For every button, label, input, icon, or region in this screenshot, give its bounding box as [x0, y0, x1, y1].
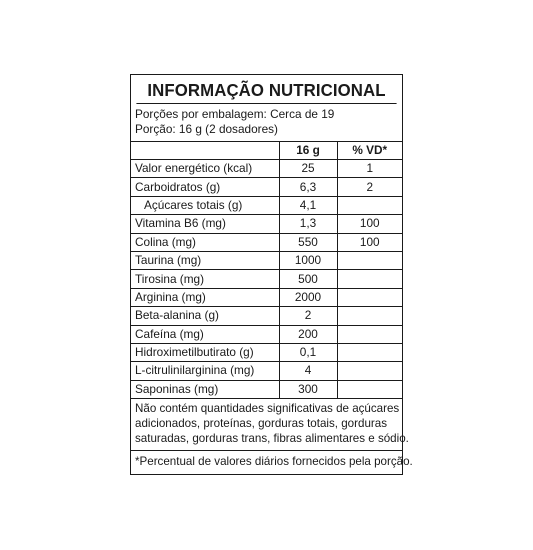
nutrient-vd: 100 [337, 215, 402, 233]
nutrient-vd [337, 362, 402, 380]
vd-note: *Percentual de valores diários fornecidos pela porção. [135, 455, 413, 469]
table-row [131, 215, 402, 233]
nutrient-name: Colina (mg) [131, 233, 279, 251]
table-row [131, 178, 402, 196]
nutrient-name: Açúcares totais (g) [131, 196, 279, 214]
nutrition-facts-label [130, 74, 413, 475]
nutrient-vd [337, 380, 402, 398]
nutrient-qty: 500 [279, 270, 337, 288]
nutrient-qty: 1,3 [279, 215, 337, 233]
table-row [131, 288, 402, 306]
nutrient-qty: 2000 [279, 288, 337, 306]
table-row [131, 325, 402, 343]
footnote-line: adicionados, proteínas, gorduras totais, gorduras [135, 416, 387, 430]
nutrient-name: Tirosina (mg) [131, 270, 279, 288]
table-row [131, 196, 402, 214]
nutrient-vd: 2 [337, 178, 402, 196]
table-row [131, 251, 402, 269]
nutrient-qty: 25 [279, 160, 337, 178]
footnote-line: saturadas, gorduras trans, fibras alimentares e sódio. [135, 431, 409, 445]
nutrient-qty: 550 [279, 233, 337, 251]
serving-size: Porção: 16 g (2 dosadores) [135, 122, 278, 136]
table-row [131, 380, 402, 398]
nutrient-name: Hidroximetilbutirato (g) [131, 343, 279, 361]
nutrient-table [131, 142, 402, 399]
nutrient-name: Cafeína (mg) [131, 325, 279, 343]
header-name-cell [131, 142, 279, 160]
nutrient-vd [337, 325, 402, 343]
nutrient-vd: 100 [337, 233, 402, 251]
nutrient-qty: 0,1 [279, 343, 337, 361]
header-vd: % VD* [337, 142, 402, 160]
nutrient-qty: 300 [279, 380, 337, 398]
nutrient-name: Taurina (mg) [131, 251, 279, 269]
nutrient-qty: 2 [279, 307, 337, 325]
nutrient-vd [337, 196, 402, 214]
nutrient-qty: 4 [279, 362, 337, 380]
table-header-row [131, 142, 402, 160]
footnote-line: Não contém quantidades significativas de açúcares [135, 402, 400, 416]
serving-info [131, 104, 402, 142]
footnote [131, 399, 409, 451]
nutrient-vd [337, 307, 402, 325]
nutrient-name: Carboidratos (g) [131, 178, 279, 196]
nutrient-rows [131, 160, 402, 399]
table-row [131, 270, 402, 288]
nutrient-name: L-citrulinilarginina (mg) [131, 362, 279, 380]
table-row [131, 160, 402, 178]
nutrient-name: Vitamina B6 (mg) [131, 215, 279, 233]
table-row [131, 362, 402, 380]
nutrient-name: Saponinas (mg) [131, 380, 279, 398]
nutrient-name: Valor energético (kcal) [131, 160, 279, 178]
nutrient-vd [337, 270, 402, 288]
table-row [131, 343, 402, 361]
nutrient-qty: 4,1 [279, 196, 337, 214]
nutrient-vd: 1 [337, 160, 402, 178]
nutrient-name: Beta-alanina (g) [131, 307, 279, 325]
nutrient-vd [337, 251, 402, 269]
table-row [131, 307, 402, 325]
nutrient-name: Arginina (mg) [131, 288, 279, 306]
label-title: INFORMAÇÃO NUTRICIONAL [136, 75, 396, 104]
nutrient-qty: 6,3 [279, 178, 337, 196]
header-qty: 16 g [279, 142, 337, 160]
nutrient-qty: 200 [279, 325, 337, 343]
servings-per-package: Porções por embalagem: Cerca de 19 [135, 107, 335, 121]
table-row [131, 233, 402, 251]
nutrient-qty: 1000 [279, 251, 337, 269]
nutrient-vd [337, 343, 402, 361]
nutrient-vd [337, 288, 402, 306]
